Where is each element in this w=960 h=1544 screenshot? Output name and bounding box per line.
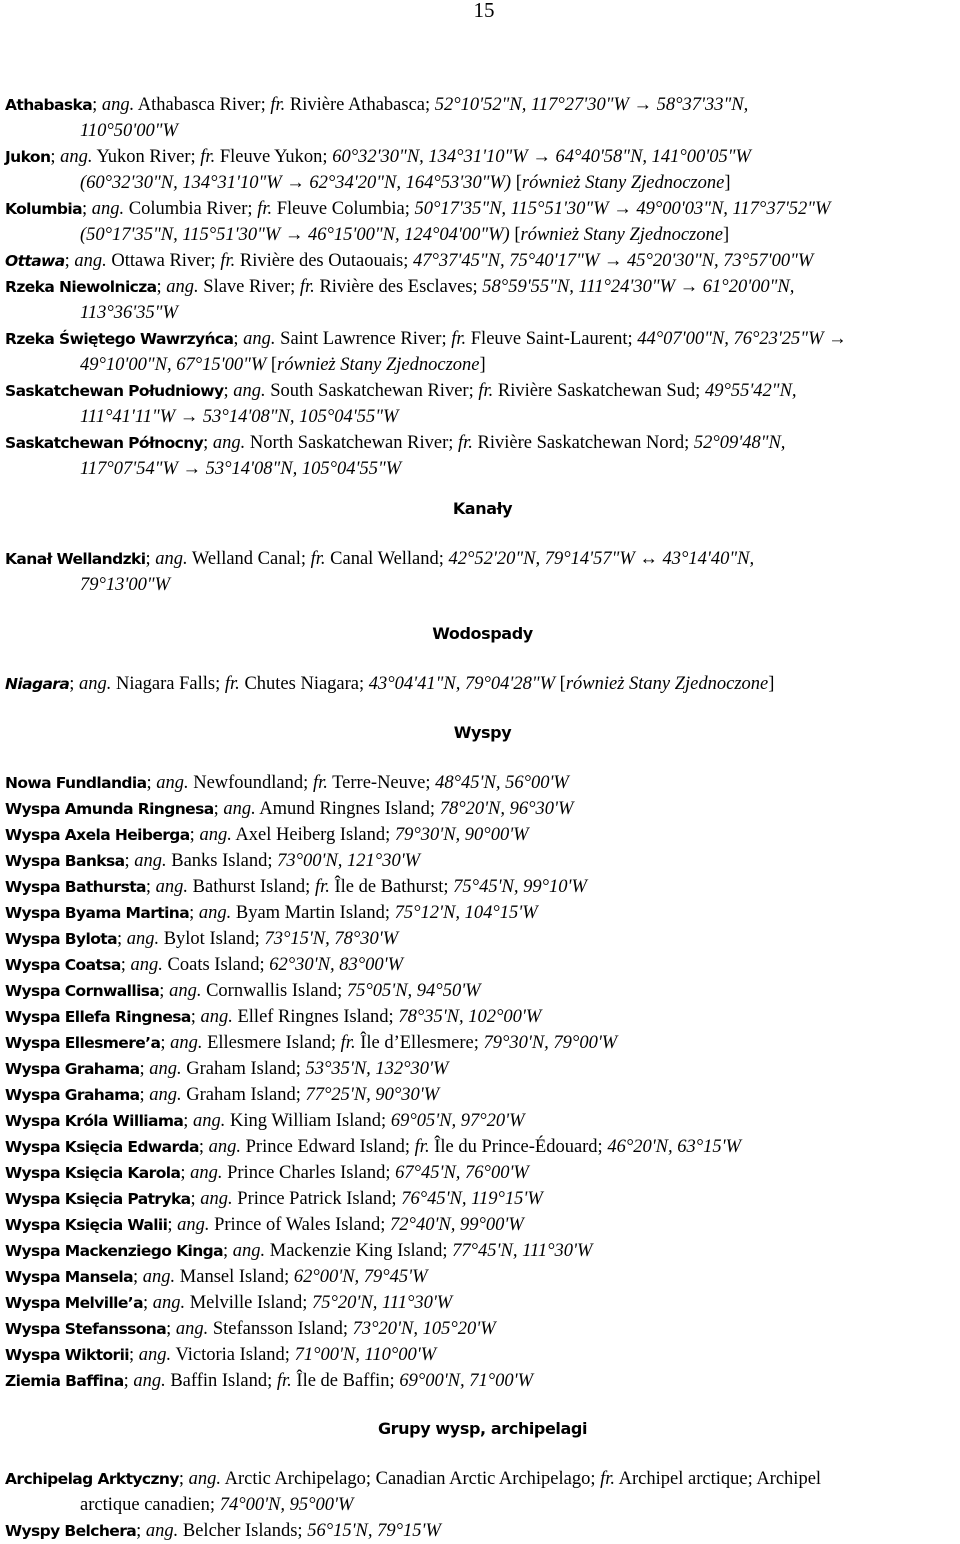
- entry-text: ;: [129, 1345, 139, 1365]
- entry-text: Bylot Island;: [159, 929, 265, 949]
- entry-italic-text: fr.: [310, 549, 326, 569]
- entry-text: ;: [156, 277, 167, 297]
- entry-italic-text: fr.: [312, 773, 328, 793]
- entry-text: Ottawa River;: [106, 251, 221, 271]
- entry-italic-text: fr.: [340, 1033, 356, 1053]
- entry-italic-text: 60°32'30"N, 134°31'10"W → 64°40'58"N, 141°00'05"W: [332, 147, 751, 167]
- entry-text: ]: [768, 674, 775, 694]
- entry-italic-text: 58°59'55"N, 111°24'30"W → 61°20'00"N,: [482, 277, 795, 297]
- entry-text: Île du Prince-Édouard;: [429, 1137, 608, 1157]
- glossary-entry: [5, 546, 960, 598]
- entry-text: ;: [189, 903, 199, 923]
- glossary-entry: [5, 1342, 960, 1368]
- glossary-entry: [5, 1186, 960, 1212]
- glossary-entry: [5, 92, 960, 144]
- entry-text: ;: [139, 1085, 150, 1105]
- glossary-entry: [5, 952, 960, 978]
- entry-italic-text: fr.: [458, 433, 473, 453]
- entry-italic-text: ang.: [152, 1293, 186, 1313]
- entry-text: Rivière des Outaouais;: [235, 251, 414, 271]
- entry-text: ;: [160, 1033, 171, 1053]
- entry-italic-text: ang.: [126, 929, 160, 949]
- entry-italic-text: ang.: [74, 251, 107, 271]
- entry-italic-text: ang.: [91, 199, 125, 219]
- entry-text: ;: [203, 433, 213, 453]
- entry-text: Terre-Neuve;: [327, 773, 436, 793]
- entry-text: Victoria Island;: [171, 1345, 295, 1365]
- entry-italic-text: ang.: [60, 147, 93, 167]
- glossary-entry: [5, 1212, 960, 1238]
- entry-text: Chutes Niagara;: [239, 674, 369, 694]
- entry-term: Wyspa Ellefa Ringnesa: [5, 1008, 191, 1026]
- entry-italic-text: 42°52'20"N, 79°14'57"W ↔ 43°14'40"N,: [448, 549, 755, 569]
- entry-italic-text: 79°30'N, 90°00'W: [394, 825, 529, 845]
- entry-text: ;: [92, 95, 102, 115]
- entry-italic-text: ang.: [149, 1059, 182, 1079]
- entry-term: Wyspa Ellesmere’a: [5, 1034, 161, 1052]
- entry-italic-text: ang.: [200, 1189, 233, 1209]
- entry-term: Archipelag Arktyczny: [5, 1470, 179, 1488]
- entry-italic-text: również Stany Zjednoczone: [277, 355, 480, 375]
- entry-text: Graham Island;: [181, 1059, 306, 1079]
- entry-text: Mansel Island;: [175, 1267, 294, 1287]
- entry-text: Île de Bathurst;: [329, 877, 454, 897]
- entry-italic-text: 49°10'00"N, 67°15'00"W: [80, 355, 267, 375]
- entry-term: Wyspa Coatsa: [5, 956, 121, 974]
- entry-italic-text: 48°45'N, 56°00'W: [435, 773, 569, 793]
- entry-text: Fleuve Saint-Laurent;: [466, 329, 638, 349]
- section: [5, 1416, 960, 1544]
- glossary-entry: [5, 1004, 960, 1030]
- entry-italic-text: ang.: [170, 1033, 203, 1053]
- entry-text: [: [509, 225, 521, 245]
- entry-text: [: [266, 355, 278, 375]
- entry-italic-text: ang.: [101, 95, 135, 115]
- entry-text: ;: [81, 199, 92, 219]
- entry-term: Ziemia Baffina: [5, 1372, 124, 1390]
- entry-text: Rivière Athabasca;: [285, 95, 435, 115]
- entry-italic-text: ang.: [142, 1267, 176, 1287]
- entry-italic-text: fr.: [257, 199, 273, 219]
- entry-italic-text: ang.: [155, 877, 189, 897]
- entry-italic-text: ang.: [130, 955, 163, 975]
- entry-term: Ottawa: [5, 252, 65, 270]
- section-heading: Wodospady: [432, 624, 533, 643]
- entry-term: Rzeka Niewolnicza: [5, 278, 157, 296]
- glossary-entry: [5, 796, 960, 822]
- entry-italic-text: 47°37'45"N, 75°40'17"W → 45°20'30"N, 73°57'00"W: [413, 251, 814, 271]
- entry-text: Ellef Ringnes Island;: [232, 1007, 399, 1027]
- entry-text: Prince Patrick Island;: [232, 1189, 402, 1209]
- entry-term: Wyspa Byama Martina: [5, 904, 190, 922]
- entry-italic-text: ang.: [212, 433, 246, 453]
- entry-italic-text: ang.: [145, 1521, 179, 1541]
- entry-text: ;: [223, 381, 234, 401]
- entry-term: Wyspa Księcia Patryka: [5, 1190, 191, 1208]
- entry-text: ;: [142, 1293, 153, 1313]
- entry-italic-text: ang.: [166, 277, 199, 297]
- entry-term: Wyspa Księcia Edwarda: [5, 1138, 199, 1156]
- entry-text: Fleuve Columbia;: [272, 199, 415, 219]
- entry-italic-text: 52°10'52"N, 117°27'30"W → 58°37'33"N,: [434, 95, 749, 115]
- entry-italic-text: ang.: [149, 1085, 182, 1105]
- entry-text: ;: [223, 1241, 233, 1261]
- entry-text: Byam Martin Island;: [231, 903, 395, 923]
- entry-italic-text: 111°41'11"W → 53°14'08"N, 105°04'55"W: [80, 407, 399, 427]
- glossary-entry: [5, 978, 960, 1004]
- page-number: 15: [473, 0, 495, 22]
- entry-italic-text: 43°04'41"N, 79°04'28"W: [368, 674, 556, 694]
- entry-italic-text: ang.: [134, 851, 167, 871]
- glossary-entry: [5, 874, 960, 900]
- glossary-entry: [5, 770, 960, 796]
- entry-term: Rzeka Świętego Wawrzyńca: [5, 330, 234, 348]
- entry-text: Ellesmere Island;: [202, 1033, 341, 1053]
- entry-text: Prince of Wales Island;: [209, 1215, 391, 1235]
- entry-term: Wyspa Księcia Karola: [5, 1164, 181, 1182]
- entry-term: Saskatchewan Południowy: [5, 382, 224, 400]
- entry-text: Niagara Falls;: [111, 674, 225, 694]
- entry-text: ;: [213, 799, 224, 819]
- entry-italic-text: ang.: [200, 1007, 233, 1027]
- entry-italic-text: fr.: [270, 95, 286, 115]
- entry-text: ]: [722, 225, 730, 245]
- glossary-entry: [5, 1056, 960, 1082]
- glossary-entry: [5, 671, 960, 697]
- entry-italic-text: ang.: [233, 381, 266, 401]
- entry-text: Rivière des Esclaves;: [314, 277, 483, 297]
- entry-text: ;: [50, 147, 61, 167]
- glossary-entry: [5, 144, 960, 196]
- entry-italic-text: również Stany Zjednoczone: [520, 225, 723, 245]
- entry-text: Arctic Archipelago; Canadian Arctic Archipelago;: [221, 1469, 601, 1489]
- entry-text: ;: [233, 329, 244, 349]
- entry-italic-text: 73°00'N, 121°30'W: [277, 851, 421, 871]
- entry-italic-text: 78°20'N, 96°30'W: [439, 799, 574, 819]
- entry-text: Saint Lawrence River;: [275, 329, 452, 349]
- entry-italic-text: fr.: [224, 674, 240, 694]
- entry-italic-text: 75°05'N, 94°50'W: [346, 981, 481, 1001]
- entry-italic-text: 76°45'N, 119°15'W: [401, 1189, 543, 1209]
- entry-italic-text: ang.: [232, 1241, 266, 1261]
- entry-italic-text: 56°15'N, 79°15'W: [307, 1521, 441, 1541]
- entry-term: Wyspy Belchera: [5, 1522, 137, 1540]
- entry-text: ;: [167, 1215, 178, 1235]
- entry-text: ;: [145, 877, 156, 897]
- entry-italic-text: 75°45'N, 99°10'W: [453, 877, 587, 897]
- section-heading: Grupy wysp, archipelagi: [377, 1419, 588, 1438]
- entry-text: Prince Charles Island;: [222, 1163, 396, 1183]
- glossary-entry: [5, 248, 960, 274]
- section: [5, 720, 960, 1394]
- entry-italic-text: fr.: [451, 329, 467, 349]
- entry-italic-text: ang.: [199, 825, 232, 845]
- entry-text: Slave River;: [198, 277, 300, 297]
- entry-italic-text: ang.: [133, 1371, 166, 1391]
- entry-italic-text: 77°45'N, 111°30'W: [452, 1241, 593, 1261]
- entry-term: Wyspa Mackenziego Kinga: [5, 1242, 223, 1260]
- entry-text: ;: [69, 674, 79, 694]
- section: [5, 621, 960, 697]
- entry-text: Melville Island;: [185, 1293, 312, 1313]
- entry-italic-text: 62°30'N, 83°00'W: [269, 955, 403, 975]
- entry-italic-text: 69°05'N, 97°20'W: [390, 1111, 525, 1131]
- entry-text: ;: [123, 1371, 134, 1391]
- glossary-entry: [5, 1518, 960, 1544]
- entry-italic-text: 79°13'00"W: [80, 575, 171, 595]
- entry-italic-text: ang.: [193, 1111, 226, 1131]
- entry-text: Rivière Saskatchewan Nord;: [472, 433, 694, 453]
- entry-text: Rivière Saskatchewan Sud;: [493, 381, 705, 401]
- entry-italic-text: fr.: [600, 1469, 616, 1489]
- entry-text: ;: [139, 1059, 150, 1079]
- entry-text: Fleuve Yukon;: [215, 147, 333, 167]
- entry-text: Cornwallis Island;: [201, 981, 347, 1001]
- entry-text: Bathurst Island;: [188, 877, 315, 897]
- entry-italic-text: ang.: [138, 1345, 172, 1365]
- glossary-entry: [5, 848, 960, 874]
- entry-text: ;: [159, 981, 170, 1001]
- entry-italic-text: ang.: [156, 773, 189, 793]
- entry-term: Kolumbia: [5, 200, 82, 218]
- entry-italic-text: 71°00'N, 110°00'W: [294, 1345, 437, 1365]
- entry-term: Wyspa Mansela: [5, 1268, 134, 1286]
- entry-text: ;: [190, 1007, 201, 1027]
- glossary-entry: [5, 900, 960, 926]
- entry-text: ;: [183, 1111, 194, 1131]
- entry-term: Wyspa Bylota: [5, 930, 117, 948]
- entry-term: Wyspa Wiktorii: [5, 1346, 130, 1364]
- entry-text: Athabasca River;: [134, 95, 271, 115]
- entry-italic-text: ang.: [169, 981, 202, 1001]
- entry-term: Wyspa Grahama: [5, 1060, 140, 1078]
- entry-text: ;: [146, 773, 157, 793]
- entry-italic-text: 77°25'N, 90°30'W: [305, 1085, 440, 1105]
- entry-italic-text: fr.: [314, 877, 330, 897]
- entry-italic-text: fr.: [276, 1371, 292, 1391]
- entry-text: Axel Heiberg Island;: [231, 825, 395, 845]
- entry-italic-text: 52°09'48"N,: [693, 433, 786, 453]
- glossary-entry: [5, 378, 960, 430]
- entry-text: ]: [479, 355, 486, 375]
- glossary-entry: [5, 1030, 960, 1056]
- entry-text: ]: [724, 173, 731, 193]
- entry-text: Belcher Islands;: [178, 1521, 308, 1541]
- entry-text: ;: [136, 1521, 146, 1541]
- entry-italic-text: ang.: [188, 1469, 221, 1489]
- glossary-entry: [5, 1160, 960, 1186]
- glossary-entry: [5, 926, 960, 952]
- glossary-entry: [5, 430, 960, 482]
- entry-term: Jukon: [5, 148, 51, 166]
- entry-text: Banks Island;: [166, 851, 278, 871]
- entry-text: ;: [120, 955, 131, 975]
- entry-text: Île de Baffin;: [291, 1371, 400, 1391]
- section: [5, 496, 960, 598]
- entry-italic-text: ang.: [175, 1319, 209, 1339]
- entry-text: Baffin Island;: [165, 1371, 277, 1391]
- entry-italic-text: 110°50'00"W: [80, 121, 178, 141]
- entry-term: Nowa Fundlandia: [5, 774, 147, 792]
- glossary-entry: [5, 1134, 960, 1160]
- entry-text: Canal Welland;: [325, 549, 449, 569]
- entry-text: ;: [145, 549, 156, 569]
- entry-italic-text: fr.: [414, 1137, 430, 1157]
- entry-italic-text: ang.: [208, 1137, 241, 1157]
- entry-italic-text: 78°35'N, 102°00'W: [398, 1007, 542, 1027]
- glossary-entry: [5, 196, 960, 248]
- entry-term: Athabaska: [5, 96, 93, 114]
- entry-text: ;: [180, 1163, 191, 1183]
- entry-term: Niagara: [5, 675, 70, 693]
- entry-italic-text: ang.: [243, 329, 276, 349]
- glossary-entry: [5, 822, 960, 848]
- entry-text: ;: [124, 851, 135, 871]
- entry-italic-text: 69°00'N, 71°00'W: [399, 1371, 534, 1391]
- entry-italic-text: również Stany Zjednoczone: [565, 674, 769, 694]
- entry-text: ;: [133, 1267, 143, 1287]
- entry-italic-text: fr.: [478, 381, 494, 401]
- glossary-entry: [5, 1082, 960, 1108]
- entry-italic-text: 44°07'00"N, 76°23'25"W →: [637, 329, 847, 349]
- entry-italic-text: 62°00'N, 79°45'W: [293, 1267, 428, 1287]
- entry-italic-text: 50°17'35"N, 115°51'30"W → 49°00'03"N, 117°37'52"W: [414, 199, 831, 219]
- glossary-entry: [5, 1316, 960, 1342]
- entry-italic-text: fr.: [220, 251, 236, 271]
- entry-text: [: [511, 173, 522, 193]
- entry-text: ;: [64, 251, 75, 271]
- entry-italic-text: 72°40'N, 99°00'W: [390, 1215, 524, 1235]
- entry-text: Coats Island;: [162, 955, 270, 975]
- entry-text: North Saskatchewan River;: [245, 433, 458, 453]
- entry-text: ;: [116, 929, 127, 949]
- entry-italic-text: fr.: [200, 147, 216, 167]
- entry-text: [: [555, 674, 566, 694]
- entry-italic-text: 73°15'N, 78°30'W: [264, 929, 399, 949]
- entry-italic-text: ang.: [190, 1163, 223, 1183]
- entry-text: Newfoundland;: [188, 773, 313, 793]
- entry-text: ;: [189, 825, 200, 845]
- entry-italic-text: również Stany Zjednoczone: [521, 173, 725, 193]
- entry-italic-text: ang.: [177, 1215, 210, 1235]
- entry-italic-text: 73°20'N, 105°20'W: [352, 1319, 496, 1339]
- entry-term: Wyspa Axela Heiberga: [5, 826, 190, 844]
- entry-term: Wyspa Melville’a: [5, 1294, 143, 1312]
- entry-text: ;: [166, 1319, 176, 1339]
- entry-term: Wyspa Banksa: [5, 852, 125, 870]
- glossary-entry: [5, 1290, 960, 1316]
- entry-term: Kanał Wellandzki: [5, 550, 146, 568]
- entry-italic-text: 75°20'N, 111°30'W: [312, 1293, 453, 1313]
- entry-text: ;: [178, 1469, 189, 1489]
- entry-italic-text: ang.: [155, 549, 188, 569]
- entry-term: Wyspa Cornwallisa: [5, 982, 160, 1000]
- entry-term: Saskatchewan Północny: [5, 434, 204, 452]
- glossary-entry: [5, 1108, 960, 1134]
- entry-term: Wyspa Księcia Walii: [5, 1216, 168, 1234]
- entry-text: ;: [198, 1137, 209, 1157]
- entry-term: Wyspa Króla Williama: [5, 1112, 184, 1130]
- entry-italic-text: 79°30'N, 79°00'W: [483, 1033, 618, 1053]
- entry-italic-text: ang.: [78, 674, 112, 694]
- entry-text: Graham Island;: [181, 1085, 306, 1105]
- glossary-entry: [5, 1466, 960, 1518]
- entry-term: Wyspa Stefanssona: [5, 1320, 167, 1338]
- glossary-entry: [5, 326, 960, 378]
- entry-italic-text: 46°20'N, 63°15'W: [607, 1137, 742, 1157]
- section-heading: Wyspy: [453, 723, 512, 742]
- glossary-entry: [5, 274, 960, 326]
- entry-italic-text: 67°45'N, 76°00'W: [395, 1163, 529, 1183]
- entry-text: Archipel arctique; Archipel: [615, 1469, 822, 1489]
- entry-italic-text: 113°36'35"W: [80, 303, 178, 323]
- entry-text: Amund Ringnes Island;: [255, 799, 440, 819]
- entry-text: Columbia River;: [124, 199, 258, 219]
- entry-italic-text: 74°00'N, 95°00'W: [219, 1495, 354, 1515]
- entry-term: Wyspa Grahama: [5, 1086, 140, 1104]
- entry-italic-text: (50°17'35"N, 115°51'30"W → 46°15'00"N, 124°04'00"W): [80, 225, 510, 245]
- entry-italic-text: ang.: [223, 799, 256, 819]
- entry-term: Wyspa Amunda Ringnesa: [5, 800, 214, 818]
- entry-text: Stefansson Island;: [208, 1319, 353, 1339]
- section: [5, 92, 960, 482]
- entry-text: Yukon River;: [92, 147, 201, 167]
- entry-text: Prince Edward Island;: [241, 1137, 415, 1157]
- entry-text: Île d’Ellesmere;: [355, 1033, 484, 1053]
- entry-text: Welland Canal;: [187, 549, 311, 569]
- entry-italic-text: ang.: [198, 903, 232, 923]
- entry-text: King William Island;: [225, 1111, 391, 1131]
- entry-text: Mackenzie King Island;: [265, 1241, 453, 1261]
- entry-italic-text: 49°55'42"N,: [704, 381, 797, 401]
- glossary-entry: [5, 1238, 960, 1264]
- glossary-entry: [5, 1368, 960, 1394]
- entry-term: Wyspa Bathursta: [5, 878, 146, 896]
- entry-italic-text: 75°12'N, 104°15'W: [394, 903, 538, 923]
- entry-text: South Saskatchewan River;: [265, 381, 479, 401]
- entry-italic-text: 53°35'N, 132°30'W: [305, 1059, 449, 1079]
- entry-italic-text: fr.: [299, 277, 315, 297]
- entry-italic-text: 117°07'54"W → 53°14'08"N, 105°04'55"W: [80, 459, 402, 479]
- entry-italic-text: (60°32'30"N, 134°31'10"W → 62°34'20"N, 164°53'30"W): [80, 173, 512, 193]
- entry-text: ;: [190, 1189, 201, 1209]
- section-heading: Kanały: [452, 499, 513, 518]
- glossary-entry: [5, 1264, 960, 1290]
- entry-text: arctique canadien;: [80, 1495, 220, 1515]
